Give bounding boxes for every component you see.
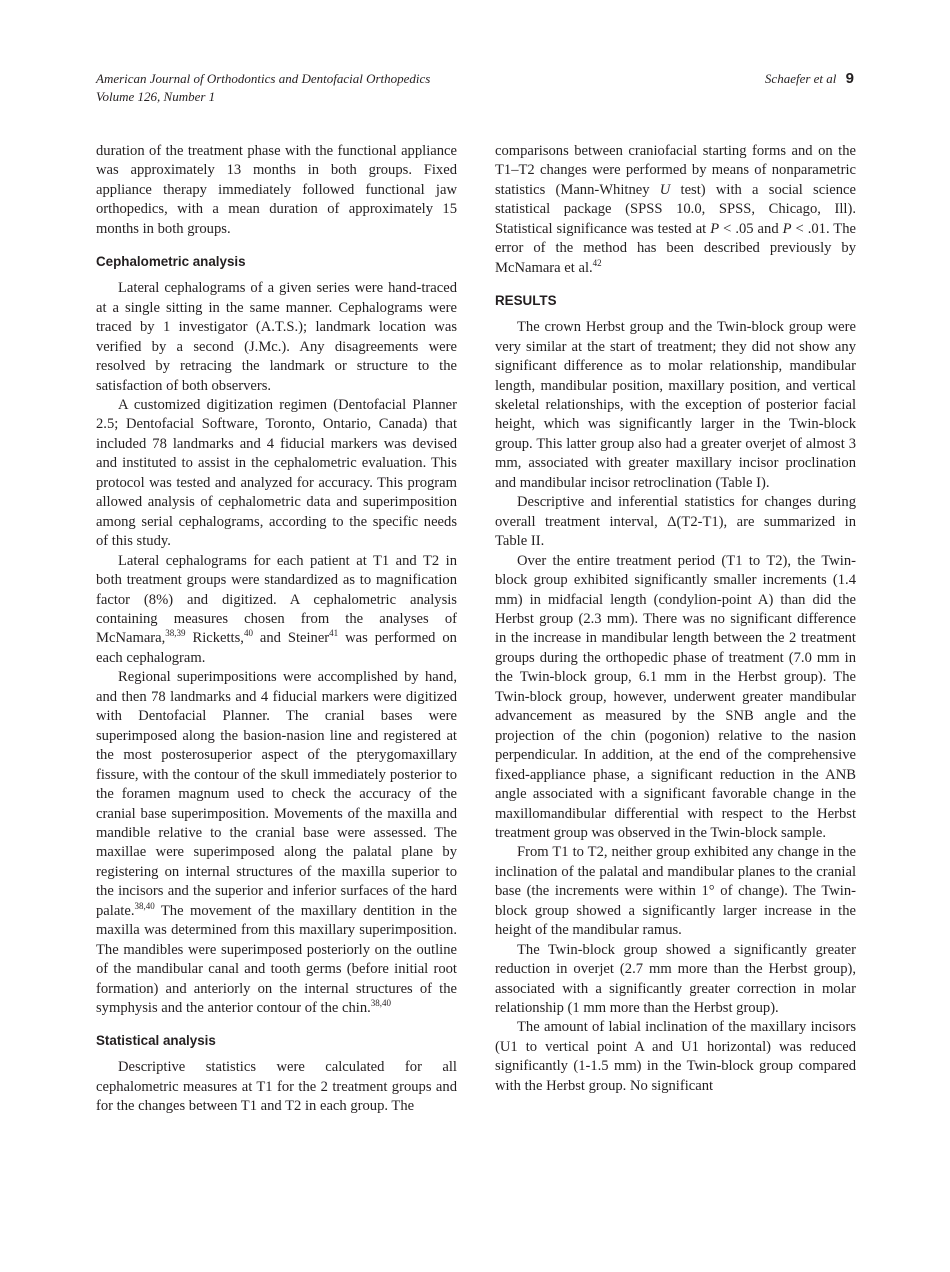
text-run: and Steiner: [252, 630, 330, 647]
citation: 38,39: [165, 628, 186, 639]
italic-symbol: P: [782, 220, 792, 237]
author-page-info: [765, 70, 854, 88]
page-number: 9: [845, 70, 854, 87]
citation: 42: [592, 257, 602, 268]
paragraph: A customized digitization regimen (Dentofacial Planner 2.5; Dentofacial Software, Toronto, Ontario, Canada) that included 78 landmarks and 4 fiducial markers was devised and instituted to assist in the cephalometric evaluation. This protocol was tested and analyzed for accuracy. This program allowed analysis of cephalometric data and superimposition among serial cephalograms, according to the specific needs of this study.: [96, 396, 457, 550]
left-column: [96, 142, 457, 1117]
section-heading-cephalometric: Cephalometric analysis: [96, 254, 246, 270]
text-run: < .05 and: [719, 220, 783, 237]
text-run: Lateral cephalograms for each patient at T1 and T2 in both treatment groups were standardized as to magnification factor (8%) and digitized. A cephalometric analysis containing measures chosen from the analyses of McNamara,: [96, 552, 457, 647]
paragraph: The Twin-block group showed a significantly greater reduction in overjet (2.7 mm more than the Herbst group), associated with a significantly greater correction in molar relationship (1 mm more than the Herbst group).: [495, 941, 856, 1017]
paragraph: [96, 552, 457, 669]
text-run: Regional superimpositions were accomplished by hand, and then 78 landmarks and 4 fiducial markers were digitized with Dentofacial Planner. The cranial bases were superimposed along the basion-nasion line and registered at the most posterosuperior aspect of the pterygomaxillary fissure, with the contour of the skull immediately posterior to the foramen magnum used to check the accuracy of the cranial base superimposition. Movements of the maxilla and mandible relative to the cranial base were assessed. The maxillae were superimposed along the palatal plane by registering on internal structures of the maxilla superior to the incisors and the superior and inferior surfaces of the hard palate.: [96, 669, 457, 919]
text-run: < .01. The error of the method has been described previously by McNamara et al.: [495, 220, 856, 276]
section-heading-results: RESULTS: [495, 293, 557, 309]
journal-name: American Journal of Orthodontics and Dentofacial Orthopedics: [96, 71, 431, 86]
section-heading-statistical: Statistical analysis: [96, 1033, 216, 1049]
paragraph: [96, 668, 457, 1018]
paragraph: The crown Herbst group and the Twin-block group were very similar at the start of treatment; they did not show any significant difference as to molar relationship, mandibular length, mandibular position, maxillary position, and vertical skeletal relationships, with the exception of posterior facial height, which was significantly larger in the Twin-block group. This latter group also had a greater overjet of almost 3 mm, associated with greater maxillary incisor proclination and mandibular incisor retroclination (Table I).: [495, 319, 856, 491]
paragraph: The amount of labial inclination of the maxillary incisors (U1 to vertical point A and U1 horizontal) was reduced significantly (1-1.5 mm) in the Twin-block group compared with the Herbst group. No significant: [495, 1019, 856, 1094]
journal-title: [96, 70, 854, 106]
paragraph: Lateral cephalograms of a given series were hand-traced at a single sitting in the same manner. Cephalograms were traced by 1 investigator (A.T.S.); landmark location was verified by a second (J.Mc.). Any disagreements were resolved by retracing the landmark or structure to the satisfaction of both observers.: [96, 280, 457, 394]
paragraph: [495, 142, 856, 278]
italic-symbol: P: [710, 220, 720, 237]
paragraph: Descriptive statistics were calculated for all cephalometric measures at T1 for the 2 treatment groups and for the changes between T1 and T2 in each group. The: [96, 1059, 457, 1115]
paragraph: From T1 to T2, neither group exhibited any change in the inclination of the palatal and mandibular planes to the cranial base (the increments were within 1° of change). The Twin-block group showed a significantly larger increase in the height of the mandibular ramus.: [495, 844, 856, 939]
text-run: was performed on each cephalogram.: [96, 630, 457, 666]
paragraph: Descriptive and inferential statistics for changes during overall treatment interval, Δ(T2-T1), are summarized in Table II.: [495, 494, 856, 550]
right-column: [495, 142, 856, 1096]
italic-symbol: U: [659, 181, 671, 198]
running-authors: Schaefer et al: [764, 71, 837, 86]
text-run: comparisons between craniofacial starting forms and on the T1–T2 changes were performed by means of nonparametric statistics (Mann-Whitney: [495, 143, 856, 198]
citation: 40: [243, 628, 253, 639]
text-run: Ricketts,: [185, 630, 244, 647]
paragraph: duration of the treatment phase with the functional appliance was approximately 13 months in both groups. Fixed appliance therapy immediately followed functional jaw orthopedics, with a mean duration of approximately 15 months in both groups.: [96, 143, 457, 237]
text-run: test) with a social science statistical package (SPSS 10.0, SPSS, Chicago, Ill). Statistical significance was tested at: [495, 181, 856, 237]
citation: 38,40: [134, 900, 155, 911]
journal-volume: Volume 126, Number 1: [96, 89, 216, 104]
citation: 41: [329, 628, 339, 639]
paragraph: Over the entire treatment period (T1 to T2), the Twin-block group exhibited significantly smaller increments (1.4 mm) in midfacial length (condylion-point A) than did the Herbst group (2.3 mm). There was no significant difference in the increase in mandibular length between the 2 treatment groups during the orthopedic phase of treatment (7.0 mm in the Twin-block group, 6.1 mm in the Herbst group). The Twin-block group, however, underwent greater mandibular advancement as measured by the SNB angle and the projection of the chin (pogonion) relative to the nasion perpendicular. In addition, at the end of the comprehensive fixed-appliance phase, a significant reduction in the ANB angle associated with a significant favorable change in the maxillomandibular differential with respect to the Herbst treatment group was observed in the Twin-block sample.: [495, 552, 856, 841]
running-header: [96, 70, 854, 110]
text-run: The movement of the maxillary dentition in the maxilla was determined from this maxillary superimposition. The mandibles were superimposed posteriorly on the outline of the mandibular canal and tooth germs (before initial root formation) and anteriorly on the internal structures of the symphysis and the anterior contour of the chin.: [96, 902, 457, 1017]
citation: 38,40: [370, 998, 392, 1009]
